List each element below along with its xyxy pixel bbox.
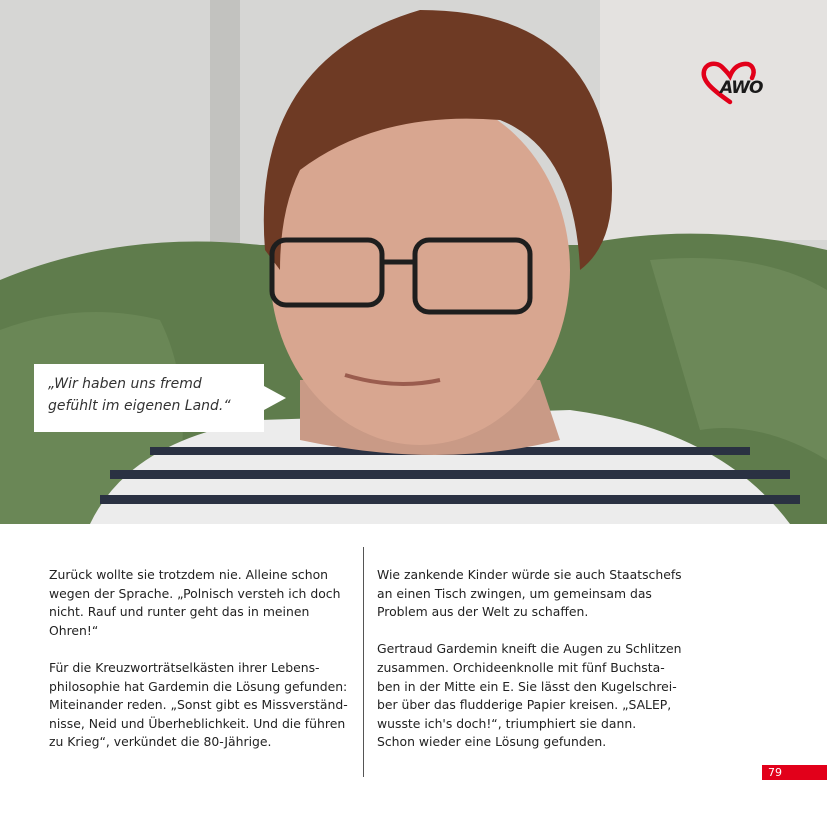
quote-line: „Wir haben uns fremd bbox=[48, 376, 202, 392]
text-line: philosophie hat Gardemin die Lösung gefunden: bbox=[49, 678, 348, 694]
text-line: nicht. Rauf und runter geht das in meinen bbox=[49, 604, 310, 620]
text-line: Wie zankende Kinder würde sie auch Staatschefs bbox=[377, 567, 682, 582]
text-line: Ohren!“ bbox=[49, 622, 99, 638]
quote-line: gefühlt im eigenen Land.“ bbox=[48, 398, 231, 414]
text-line: Zurück wollte sie trotzdem nie. Alleine schon bbox=[49, 567, 329, 582]
quote-callout bbox=[34, 364, 264, 432]
text-line: Schon wieder eine Lösung gefunden. bbox=[377, 734, 607, 750]
awo-logo bbox=[700, 60, 770, 106]
page-number: 79 bbox=[762, 765, 827, 780]
paragraph bbox=[49, 659, 354, 752]
paragraph bbox=[49, 566, 354, 640]
text-line: nisse, Neid und Überheblichkeit. Und die führen bbox=[49, 715, 346, 731]
awo-logo-text: AWO bbox=[720, 78, 763, 98]
text-column-right bbox=[377, 566, 682, 771]
text-line: Für die Kreuzworträtselkästen ihrer Lebens- bbox=[49, 659, 320, 675]
text-line: an einen Tisch zwingen, um gemeinsam das bbox=[377, 585, 652, 601]
text-line: zusammen. Orchideenknolle mit fünf Buchsta- bbox=[377, 659, 665, 675]
text-line: ben in der Mitte ein E. Sie lässt den Kugelschrei- bbox=[377, 678, 677, 694]
text-line: wegen der Sprache. „Polnisch versteh ich doch bbox=[49, 585, 341, 601]
paragraph bbox=[377, 640, 682, 752]
text-line: Gertraud Gardemin kneift die Augen zu Schlitzen bbox=[377, 641, 682, 657]
text-line: ber über das fludderige Papier kreisen. „SALEP, bbox=[377, 697, 672, 713]
text-line: Problem aus der Welt zu schaffen. bbox=[377, 604, 589, 620]
text-column-left bbox=[49, 566, 354, 771]
text-line: zu Krieg“, verkündet die 80-Jährige. bbox=[49, 734, 272, 750]
text-line: Miteinander reden. „Sonst gibt es Missverständ- bbox=[49, 697, 348, 713]
paragraph bbox=[377, 566, 682, 622]
text-line: wusste ich's doch!“, triumphiert sie dann. bbox=[377, 715, 637, 731]
column-divider bbox=[363, 547, 364, 777]
